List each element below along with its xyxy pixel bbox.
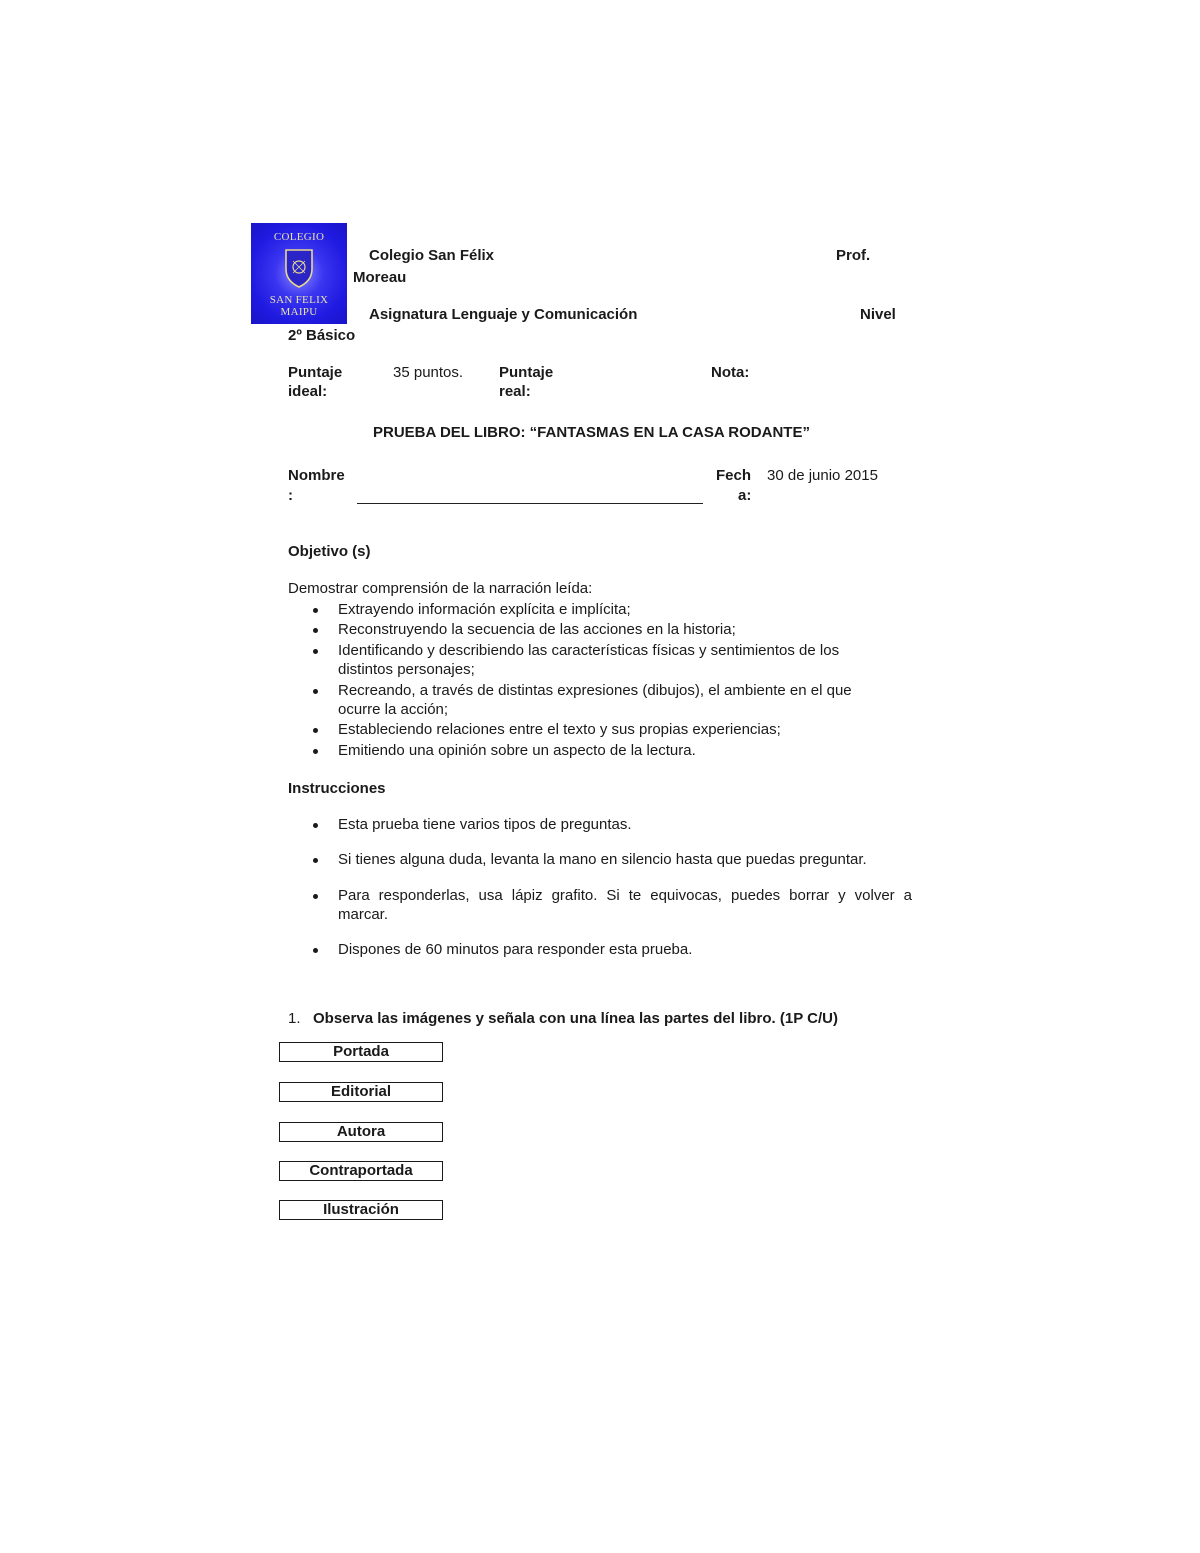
logo-bottom-line-1: SAN FELIX (269, 294, 329, 306)
test-title: PRUEBA DEL LIBRO: “FANTASMAS EN LA CASA RODANTE” (373, 424, 810, 441)
name-label-1: Nombre (288, 467, 345, 484)
objectives-heading: Objetivo (s) (288, 543, 371, 560)
grade-label: Nota: (711, 364, 750, 381)
logo-bottom-line-2: MAIPU (280, 306, 318, 318)
objective-text-continued: distintos personajes; (338, 661, 475, 678)
school-logo (251, 223, 347, 324)
book-part-option-contraportada[interactable]: Contraportada (279, 1161, 443, 1181)
ideal-score-label-2: ideal: (288, 383, 328, 400)
objectives-intro: Demostrar comprensión de la narración leída: (288, 580, 593, 597)
name-label-2: : (288, 487, 293, 504)
objective-text: Reconstruyendo la secuencia de las acciones en la historia; (338, 621, 736, 638)
book-part-option-editorial[interactable]: Editorial (279, 1082, 443, 1102)
school-name: Colegio San Félix (369, 247, 495, 264)
book-part-option-portada[interactable]: Portada (279, 1042, 443, 1062)
book-part-option-ilustracion[interactable]: Ilustración (279, 1200, 443, 1220)
shield-icon (284, 247, 314, 289)
ideal-score-label-1: Puntaje (288, 364, 343, 381)
prof-name: Moreau (353, 269, 407, 286)
objective-text: Emitiendo una opinión sobre un aspecto de la lectura. (338, 742, 696, 759)
objective-text: Extrayendo información explícita e implícita; (338, 601, 631, 618)
real-score-label-2: real: (499, 383, 531, 400)
ideal-score-value: 35 puntos. (393, 364, 464, 381)
real-score-label-1: Puntaje (499, 364, 554, 381)
book-part-option-autora[interactable]: Autora (279, 1122, 443, 1142)
level-value: 2º Básico (288, 327, 356, 344)
objective-text-continued: ocurre la acción; (338, 701, 449, 718)
date-label-2: a: (738, 487, 752, 504)
instruction-text: Esta prueba tiene varios tipos de preguntas. (338, 816, 632, 833)
instruction-text: Dispones de 60 minutos para responder esta prueba. (338, 941, 693, 958)
subject: Asignatura Lenguaje y Comunicación (369, 306, 638, 323)
question-number: 1. (288, 1010, 301, 1027)
objective-text: Identificando y describiendo las características físicas y sentimientos de los (338, 642, 840, 659)
instructions-heading: Instrucciones (288, 780, 386, 797)
question-text: Observa las imágenes y señala con una línea las partes del libro. (1P C/U) (313, 1010, 838, 1027)
logo-top-text: COLEGIO (273, 231, 325, 243)
prof-label: Prof. (836, 247, 871, 264)
objective-text: Recreando, a través de distintas expresiones (dibujos), el ambiente en el que (338, 682, 852, 699)
instruction-text: Si tienes alguna duda, levanta la mano en silencio hasta que puedas preguntar. (338, 851, 867, 868)
instruction-text-justified: Para responderlas, usa lápiz grafito. Si te equivocas, puedes borrar y volver a (338, 887, 912, 904)
logo-bottom-text (251, 294, 347, 318)
instruction-text-continued: marcar. (338, 906, 389, 923)
date-value: 30 de junio 2015 (767, 467, 878, 484)
objective-text: Estableciendo relaciones entre el texto y sus propias experiencias; (338, 721, 781, 738)
level-label: Nivel (860, 306, 896, 323)
date-label-1: Fech (716, 467, 752, 484)
name-input-line[interactable] (357, 503, 703, 504)
